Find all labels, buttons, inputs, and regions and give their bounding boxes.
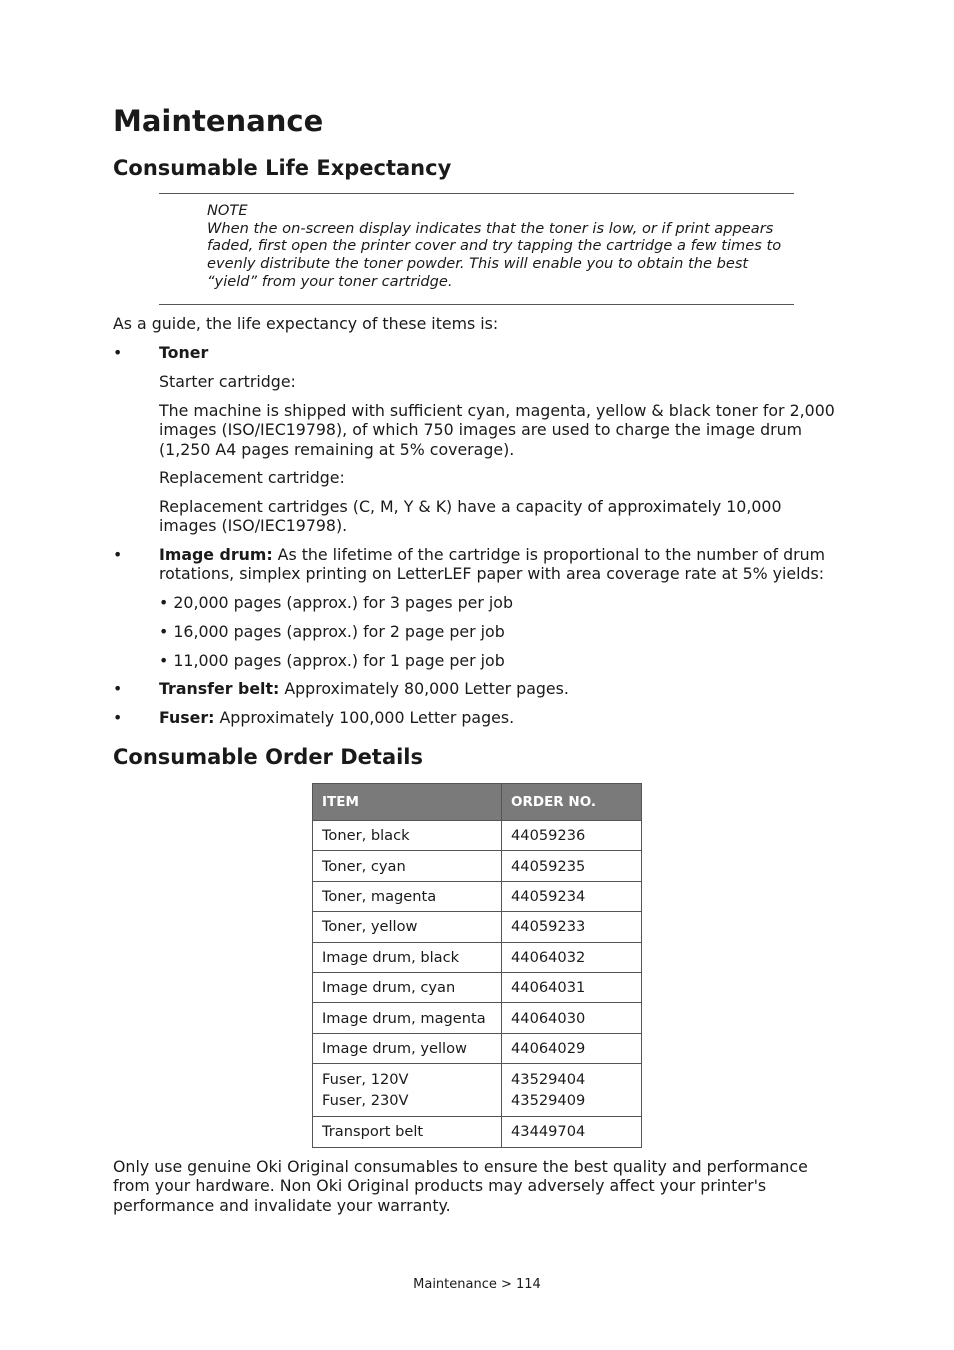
cell-line: 43529409 bbox=[511, 1092, 586, 1110]
starter-cartridge-paragraph bbox=[159, 401, 849, 459]
page-footer: Maintenance > 114 bbox=[413, 1277, 541, 1292]
table-row bbox=[313, 821, 642, 851]
table-row bbox=[313, 972, 642, 1002]
fuser-label: Fuser: bbox=[159, 708, 215, 727]
starter-cartridge-label: Starter cartridge: bbox=[159, 372, 296, 391]
bullet-fuser: • bbox=[113, 708, 123, 727]
paragraph-line: Replacement cartridges (C, M, Y & K) have a capacity of approximately 10,000 bbox=[159, 497, 782, 516]
intro-paragraph: As a guide, the life expectancy of these items is: bbox=[113, 314, 499, 333]
bullet-image-drum: • bbox=[113, 545, 123, 564]
bullet-transfer-belt: • bbox=[113, 679, 123, 698]
fuser-paragraph bbox=[159, 708, 849, 727]
note-box bbox=[207, 202, 787, 291]
paragraph-line: performance and invalidate your warranty. bbox=[113, 1195, 451, 1215]
note-line: faded, first open the printer cover and try tapping the cartridge a few times to bbox=[207, 237, 782, 255]
column-header-order-no: ORDER NO. bbox=[502, 784, 642, 821]
column-header-item: ITEM bbox=[313, 784, 502, 821]
paragraph-line bbox=[159, 545, 849, 564]
order-no-cell: 44059236 bbox=[502, 821, 642, 851]
transfer-belt-label: Transfer belt: bbox=[159, 679, 280, 698]
drum-yield-item: • 20,000 pages (approx.) for 3 pages per job bbox=[159, 593, 513, 612]
closing-paragraph bbox=[113, 1157, 873, 1215]
image-drum-text: As the lifetime of the cartridge is proportional to the number of drum bbox=[272, 545, 826, 564]
table-header-row bbox=[313, 784, 642, 821]
paragraph-line: (1,250 A4 pages remaining at 5% coverage). bbox=[159, 439, 515, 459]
fuser-text: Approximately 100,000 Letter pages. bbox=[214, 708, 515, 727]
order-no-cell: 44064031 bbox=[502, 972, 642, 1002]
bullet-toner: • bbox=[113, 343, 123, 362]
item-cell: Image drum, cyan bbox=[313, 972, 502, 1002]
order-no-cell: 44064029 bbox=[502, 1033, 642, 1063]
note-bottom-rule bbox=[159, 304, 794, 305]
table-row bbox=[313, 881, 642, 911]
transfer-belt-text: Approximately 80,000 Letter pages. bbox=[279, 679, 569, 698]
table-row bbox=[313, 942, 642, 972]
table-row bbox=[313, 1064, 642, 1117]
order-no-cell: 43449704 bbox=[502, 1117, 642, 1147]
item-cell: Image drum, black bbox=[313, 942, 502, 972]
order-no-cell bbox=[502, 1064, 642, 1117]
note-line: When the on-screen display indicates that the toner is low, or if print appears bbox=[207, 219, 774, 237]
cell-line: Fuser, 120V bbox=[322, 1071, 409, 1089]
table-row bbox=[313, 912, 642, 942]
replacement-cartridge-label: Replacement cartridge: bbox=[159, 468, 345, 487]
section-heading-order-details: Consumable Order Details bbox=[113, 745, 424, 769]
item-cell: Toner, cyan bbox=[313, 851, 502, 881]
section-heading-life-expectancy: Consumable Life Expectancy bbox=[113, 156, 452, 180]
order-no-cell: 44064030 bbox=[502, 1003, 642, 1033]
paragraph-line: The machine is shipped with sufficient cyan, magenta, yellow & black toner for 2,000 bbox=[159, 401, 835, 420]
item-cell: Toner, yellow bbox=[313, 912, 502, 942]
paragraph-line: images (ISO/IEC19798), of which 750 images are used to charge the image drum bbox=[159, 420, 803, 440]
order-no-cell: 44059235 bbox=[502, 851, 642, 881]
item-cell: Image drum, yellow bbox=[313, 1033, 502, 1063]
order-no-cell: 44059234 bbox=[502, 881, 642, 911]
note-line: evenly distribute the toner powder. This will enable you to obtain the best bbox=[207, 255, 749, 273]
note-line: “yield” from your toner cartridge. bbox=[207, 272, 453, 290]
page-title: Maintenance bbox=[113, 104, 324, 138]
toner-label bbox=[159, 343, 849, 362]
item-cell: Toner, magenta bbox=[313, 881, 502, 911]
drum-yield-item: • 11,000 pages (approx.) for 1 page per job bbox=[159, 651, 505, 670]
order-no-cell: 44064032 bbox=[502, 942, 642, 972]
table-row bbox=[313, 851, 642, 881]
table-row bbox=[313, 1117, 642, 1147]
order-details-table bbox=[312, 783, 642, 1148]
drum-yield-item: • 16,000 pages (approx.) for 2 page per job bbox=[159, 622, 505, 641]
note-label: NOTE bbox=[207, 202, 248, 219]
note-top-rule bbox=[159, 193, 794, 194]
item-cell: Image drum, magenta bbox=[313, 1003, 502, 1033]
table-row bbox=[313, 1003, 642, 1033]
transfer-belt-paragraph bbox=[159, 679, 849, 698]
paragraph-line: images (ISO/IEC19798). bbox=[159, 516, 348, 536]
item-cell: Toner, black bbox=[313, 821, 502, 851]
paragraph-line: rotations, simplex printing on LetterLEF paper with area coverage rate at 5% yields: bbox=[159, 564, 825, 584]
image-drum-label: Image drum: bbox=[159, 545, 273, 564]
item-cell: Transport belt bbox=[313, 1117, 502, 1147]
toner-label-text: Toner bbox=[159, 343, 209, 362]
image-drum-paragraph bbox=[159, 545, 849, 584]
paragraph-line: from your hardware. Non Oki Original products may adversely affect your printer's bbox=[113, 1176, 767, 1196]
item-cell bbox=[313, 1064, 502, 1117]
paragraph-line: Only use genuine Oki Original consumables to ensure the best quality and performance bbox=[113, 1157, 808, 1176]
order-no-cell: 44059233 bbox=[502, 912, 642, 942]
cell-line: Fuser, 230V bbox=[322, 1092, 409, 1110]
replacement-cartridge-paragraph bbox=[159, 497, 849, 536]
cell-line: 43529404 bbox=[511, 1071, 586, 1089]
table-row bbox=[313, 1033, 642, 1063]
